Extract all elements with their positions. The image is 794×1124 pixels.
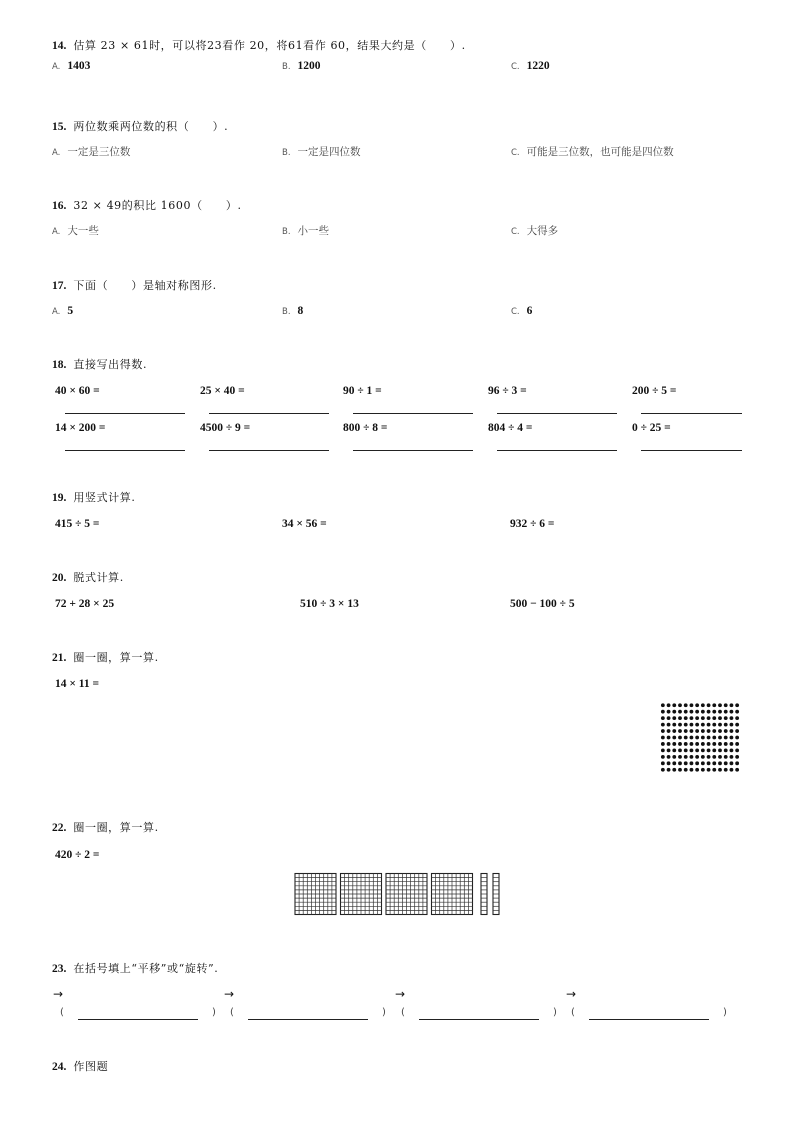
dot bbox=[690, 710, 694, 714]
dot bbox=[735, 742, 739, 746]
answer-blank[interactable] bbox=[589, 1019, 709, 1020]
question-text: 32 × 49的积比 1600（ ）. bbox=[73, 199, 242, 212]
dot bbox=[718, 761, 722, 765]
answer-blank[interactable] bbox=[497, 413, 617, 414]
step-calc-item: 72 + 28 × 25 bbox=[55, 598, 115, 610]
question-number: 14. bbox=[52, 40, 67, 52]
dot bbox=[730, 723, 734, 727]
dot bbox=[701, 723, 705, 727]
ten-rod bbox=[481, 874, 487, 915]
dot bbox=[730, 768, 734, 772]
dot bbox=[661, 761, 665, 765]
oral-calc-item: 4500 ÷ 9 = bbox=[200, 422, 251, 434]
dot bbox=[667, 716, 671, 720]
answer-blank[interactable] bbox=[209, 450, 329, 451]
option-label: B. bbox=[282, 227, 291, 237]
question-number: 22. bbox=[52, 822, 67, 834]
dot bbox=[707, 716, 711, 720]
dot bbox=[712, 723, 716, 727]
dot bbox=[667, 729, 671, 733]
question-18-stem bbox=[52, 358, 147, 372]
dot bbox=[684, 716, 688, 720]
dot bbox=[724, 729, 728, 733]
dot bbox=[712, 749, 716, 753]
dot bbox=[684, 723, 688, 727]
question-16-stem bbox=[52, 199, 242, 213]
dot bbox=[690, 716, 694, 720]
option-label: C. bbox=[511, 307, 520, 317]
option-text: 8 bbox=[297, 305, 304, 317]
dot bbox=[690, 723, 694, 727]
dot bbox=[707, 749, 711, 753]
dot bbox=[661, 716, 665, 720]
dot bbox=[678, 716, 682, 720]
dot bbox=[701, 716, 705, 720]
close-paren: ) bbox=[382, 1007, 386, 1018]
dot bbox=[667, 761, 671, 765]
dot bbox=[695, 755, 699, 759]
dot bbox=[701, 768, 705, 772]
dot bbox=[724, 710, 728, 714]
dot bbox=[695, 749, 699, 753]
dot bbox=[701, 755, 705, 759]
dot bbox=[672, 761, 676, 765]
answer-blank[interactable] bbox=[641, 413, 742, 414]
option-c bbox=[511, 304, 532, 319]
question-text: 估算 23 × 61时，可以将23看作 20，将61看作 60，结果大约是（ ）. bbox=[73, 39, 466, 52]
option-a bbox=[52, 224, 99, 239]
dot bbox=[667, 703, 671, 707]
dot bbox=[678, 703, 682, 707]
dot bbox=[718, 742, 722, 746]
dot bbox=[695, 768, 699, 772]
dot bbox=[684, 749, 688, 753]
question-text: 两位数乘两位数的积（ ）. bbox=[73, 120, 229, 133]
close-paren: ) bbox=[723, 1007, 727, 1018]
option-a bbox=[52, 59, 90, 74]
dot bbox=[735, 723, 739, 727]
dot bbox=[684, 729, 688, 733]
option-b bbox=[282, 224, 329, 239]
dot bbox=[701, 710, 705, 714]
option-label: A. bbox=[52, 62, 61, 72]
option-b bbox=[282, 59, 321, 74]
option-text: 一定是四位数 bbox=[297, 146, 361, 158]
question-number: 18. bbox=[52, 359, 67, 371]
dot bbox=[707, 710, 711, 714]
dot bbox=[695, 736, 699, 740]
dot bbox=[707, 723, 711, 727]
oral-calc-item: 40 × 60 = bbox=[55, 385, 100, 397]
option-b bbox=[282, 304, 303, 319]
dot bbox=[735, 761, 739, 765]
dot bbox=[672, 749, 676, 753]
answer-blank[interactable] bbox=[353, 450, 473, 451]
question-text: 作图题 bbox=[73, 1060, 109, 1073]
option-label: A. bbox=[52, 227, 61, 237]
vertical-calc-item: 932 ÷ 6 = bbox=[510, 518, 555, 530]
dot bbox=[661, 755, 665, 759]
oral-calc-item: 25 × 40 = bbox=[200, 385, 245, 397]
dot bbox=[712, 742, 716, 746]
dot bbox=[718, 736, 722, 740]
dot bbox=[735, 703, 739, 707]
dot bbox=[678, 749, 682, 753]
oral-calc-item: 14 × 200 = bbox=[55, 422, 106, 434]
dot bbox=[707, 768, 711, 772]
dot bbox=[701, 729, 705, 733]
dot bbox=[667, 723, 671, 727]
option-text: 一定是三位数 bbox=[67, 146, 131, 158]
answer-blank[interactable] bbox=[78, 1019, 198, 1020]
option-label: C. bbox=[511, 62, 520, 72]
close-paren: ) bbox=[212, 1007, 216, 1018]
oral-calc-item: 0 ÷ 25 = bbox=[632, 422, 671, 434]
question-21-stem bbox=[52, 651, 159, 665]
dot bbox=[701, 736, 705, 740]
answer-blank[interactable] bbox=[353, 413, 473, 414]
dot bbox=[724, 749, 728, 753]
dot bbox=[730, 749, 734, 753]
question-number: 24. bbox=[52, 1061, 67, 1073]
option-text: 1220 bbox=[526, 60, 550, 72]
open-paren: ( bbox=[230, 1007, 234, 1018]
answer-blank[interactable] bbox=[419, 1019, 539, 1020]
base-ten-blocks-figure bbox=[295, 873, 505, 915]
dot bbox=[712, 768, 716, 772]
dot bbox=[661, 723, 665, 727]
option-label: A. bbox=[52, 307, 61, 317]
hundred-block bbox=[432, 874, 473, 915]
question-22-stem bbox=[52, 821, 159, 835]
dot bbox=[672, 729, 676, 733]
dot bbox=[684, 710, 688, 714]
question-text: 圈一圈，算一算. bbox=[73, 651, 159, 664]
option-label: B. bbox=[282, 307, 291, 317]
close-paren: ) bbox=[553, 1007, 557, 1018]
dot bbox=[707, 755, 711, 759]
answer-blank[interactable] bbox=[209, 413, 329, 414]
dot bbox=[678, 710, 682, 714]
open-paren: ( bbox=[60, 1007, 64, 1018]
dot bbox=[712, 761, 716, 765]
question-number: 15. bbox=[52, 121, 67, 133]
dot bbox=[661, 729, 665, 733]
dot bbox=[730, 729, 734, 733]
dot bbox=[678, 729, 682, 733]
question-text: 用竖式计算. bbox=[73, 491, 136, 504]
dot bbox=[690, 749, 694, 753]
option-text: 可能是三位数，也可能是四位数 bbox=[526, 146, 674, 158]
dot bbox=[684, 755, 688, 759]
question-number: 20. bbox=[52, 572, 67, 584]
question-23-stem bbox=[52, 962, 218, 976]
dot bbox=[661, 703, 665, 707]
oral-calc-item: 804 ÷ 4 = bbox=[488, 422, 533, 434]
option-text: 小一些 bbox=[297, 225, 330, 237]
dot bbox=[678, 723, 682, 727]
dot bbox=[718, 749, 722, 753]
dot bbox=[707, 742, 711, 746]
option-label: B. bbox=[282, 62, 291, 72]
question-text: 直接写出得数. bbox=[73, 358, 148, 371]
dot bbox=[695, 742, 699, 746]
dot bbox=[690, 703, 694, 707]
dot bbox=[667, 736, 671, 740]
dot bbox=[712, 703, 716, 707]
dot bbox=[672, 755, 676, 759]
dot bbox=[667, 768, 671, 772]
dot bbox=[667, 742, 671, 746]
dot bbox=[661, 742, 665, 746]
dot bbox=[695, 723, 699, 727]
dot bbox=[667, 710, 671, 714]
dot bbox=[712, 755, 716, 759]
dot bbox=[672, 768, 676, 772]
arrow-icon: → bbox=[224, 987, 235, 1001]
option-text: 大一些 bbox=[67, 225, 99, 237]
dot bbox=[724, 716, 728, 720]
dot bbox=[690, 736, 694, 740]
option-text: 6 bbox=[526, 305, 533, 317]
dot bbox=[730, 710, 734, 714]
oral-calc-item: 90 ÷ 1 = bbox=[343, 385, 382, 397]
dot bbox=[672, 736, 676, 740]
dot bbox=[690, 761, 694, 765]
answer-blank[interactable] bbox=[497, 450, 617, 451]
dot bbox=[661, 710, 665, 714]
open-paren: ( bbox=[401, 1007, 405, 1018]
dot bbox=[724, 768, 728, 772]
dot bbox=[672, 703, 676, 707]
option-c bbox=[511, 59, 550, 74]
option-text: 1200 bbox=[297, 60, 321, 72]
dot bbox=[695, 761, 699, 765]
hundred-block bbox=[295, 874, 336, 915]
dot bbox=[684, 742, 688, 746]
question-20-stem bbox=[52, 571, 124, 585]
dot bbox=[718, 755, 722, 759]
arrow-icon: → bbox=[566, 987, 577, 1001]
arrow-icon: → bbox=[395, 987, 406, 1001]
dot bbox=[730, 755, 734, 759]
hundred-block bbox=[341, 874, 382, 915]
dot bbox=[672, 742, 676, 746]
dot bbox=[718, 723, 722, 727]
dot bbox=[695, 716, 699, 720]
dot bbox=[718, 768, 722, 772]
hundred-block bbox=[386, 874, 427, 915]
question-14-stem bbox=[52, 39, 466, 53]
dot bbox=[712, 729, 716, 733]
dot bbox=[701, 761, 705, 765]
question-text: 在括号填上“平移”或“旋转”. bbox=[73, 962, 219, 975]
dot bbox=[735, 716, 739, 720]
dot bbox=[678, 736, 682, 740]
question-number: 17. bbox=[52, 280, 67, 292]
option-a bbox=[52, 304, 73, 319]
oral-calc-item: 200 ÷ 5 = bbox=[632, 385, 677, 397]
dot bbox=[724, 736, 728, 740]
dot bbox=[684, 768, 688, 772]
question-number: 21. bbox=[52, 652, 67, 664]
dot bbox=[707, 736, 711, 740]
oral-calc-item: 96 ÷ 3 = bbox=[488, 385, 527, 397]
question-text: 圈一圈，算一算. bbox=[73, 821, 159, 834]
dot bbox=[718, 710, 722, 714]
dot bbox=[672, 723, 676, 727]
dot bbox=[712, 716, 716, 720]
dot bbox=[690, 768, 694, 772]
option-c bbox=[511, 224, 558, 239]
dot bbox=[667, 749, 671, 753]
question-number: 23. bbox=[52, 963, 67, 975]
option-label: C. bbox=[511, 227, 520, 237]
dot bbox=[718, 703, 722, 707]
dot bbox=[724, 755, 728, 759]
dot bbox=[718, 729, 722, 733]
question-17-stem bbox=[52, 279, 217, 293]
dot bbox=[724, 761, 728, 765]
dot bbox=[678, 755, 682, 759]
dot bbox=[724, 723, 728, 727]
dot bbox=[695, 729, 699, 733]
dot bbox=[684, 703, 688, 707]
dot bbox=[690, 755, 694, 759]
dot bbox=[735, 768, 739, 772]
dot bbox=[712, 710, 716, 714]
dot bbox=[735, 755, 739, 759]
dot bbox=[684, 761, 688, 765]
dot bbox=[661, 768, 665, 772]
dot bbox=[667, 755, 671, 759]
option-text: 1403 bbox=[67, 60, 91, 72]
option-text: 5 bbox=[67, 305, 74, 317]
dot bbox=[730, 736, 734, 740]
dot bbox=[701, 742, 705, 746]
question-15-stem bbox=[52, 120, 228, 134]
answer-blank[interactable] bbox=[248, 1019, 368, 1020]
answer-blank[interactable] bbox=[65, 413, 185, 414]
option-label: C. bbox=[511, 148, 520, 158]
open-paren: ( bbox=[571, 1007, 575, 1018]
question-text: 脱式计算. bbox=[73, 571, 124, 584]
dot bbox=[701, 703, 705, 707]
dot bbox=[730, 703, 734, 707]
dot bbox=[735, 736, 739, 740]
option-b bbox=[282, 145, 361, 160]
dot bbox=[707, 729, 711, 733]
dot bbox=[707, 703, 711, 707]
vertical-calc-item: 415 ÷ 5 = bbox=[55, 518, 100, 530]
dot bbox=[701, 749, 705, 753]
dot bbox=[672, 710, 676, 714]
dot bbox=[684, 736, 688, 740]
circle-calc-expression: 420 ÷ 2 = bbox=[55, 849, 100, 861]
dot bbox=[690, 729, 694, 733]
arrow-icon: → bbox=[53, 987, 64, 1001]
vertical-calc-item: 34 × 56 = bbox=[282, 518, 327, 530]
ten-rod bbox=[493, 874, 499, 915]
dot bbox=[724, 742, 728, 746]
dot bbox=[672, 716, 676, 720]
question-number: 19. bbox=[52, 492, 67, 504]
oral-calc-item: 800 ÷ 8 = bbox=[343, 422, 388, 434]
answer-blank[interactable] bbox=[65, 450, 185, 451]
dot-array-figure bbox=[660, 702, 740, 773]
question-19-stem bbox=[52, 491, 135, 505]
circle-calc-expression: 14 × 11 = bbox=[55, 678, 100, 690]
dot bbox=[695, 703, 699, 707]
option-a bbox=[52, 145, 130, 160]
dot bbox=[724, 703, 728, 707]
dot bbox=[678, 761, 682, 765]
question-24-stem bbox=[52, 1060, 108, 1074]
question-text: 下面（ ）是轴对称图形. bbox=[73, 279, 217, 292]
question-number: 16. bbox=[52, 200, 67, 212]
dot bbox=[718, 716, 722, 720]
option-label: A. bbox=[52, 148, 61, 158]
dot bbox=[735, 749, 739, 753]
answer-blank[interactable] bbox=[641, 450, 742, 451]
dot bbox=[712, 736, 716, 740]
dot bbox=[730, 716, 734, 720]
option-c bbox=[511, 145, 674, 160]
dot bbox=[661, 736, 665, 740]
dot bbox=[690, 742, 694, 746]
dot bbox=[695, 710, 699, 714]
dot bbox=[735, 710, 739, 714]
dot bbox=[730, 761, 734, 765]
dot bbox=[707, 761, 711, 765]
option-text: 大得多 bbox=[526, 225, 559, 237]
dot bbox=[678, 742, 682, 746]
dot bbox=[678, 768, 682, 772]
dot bbox=[730, 742, 734, 746]
step-calc-item: 500 − 100 ÷ 5 bbox=[510, 598, 575, 610]
option-label: B. bbox=[282, 148, 291, 158]
dot bbox=[661, 749, 665, 753]
dot bbox=[735, 729, 739, 733]
step-calc-item: 510 ÷ 3 × 13 bbox=[300, 598, 359, 610]
